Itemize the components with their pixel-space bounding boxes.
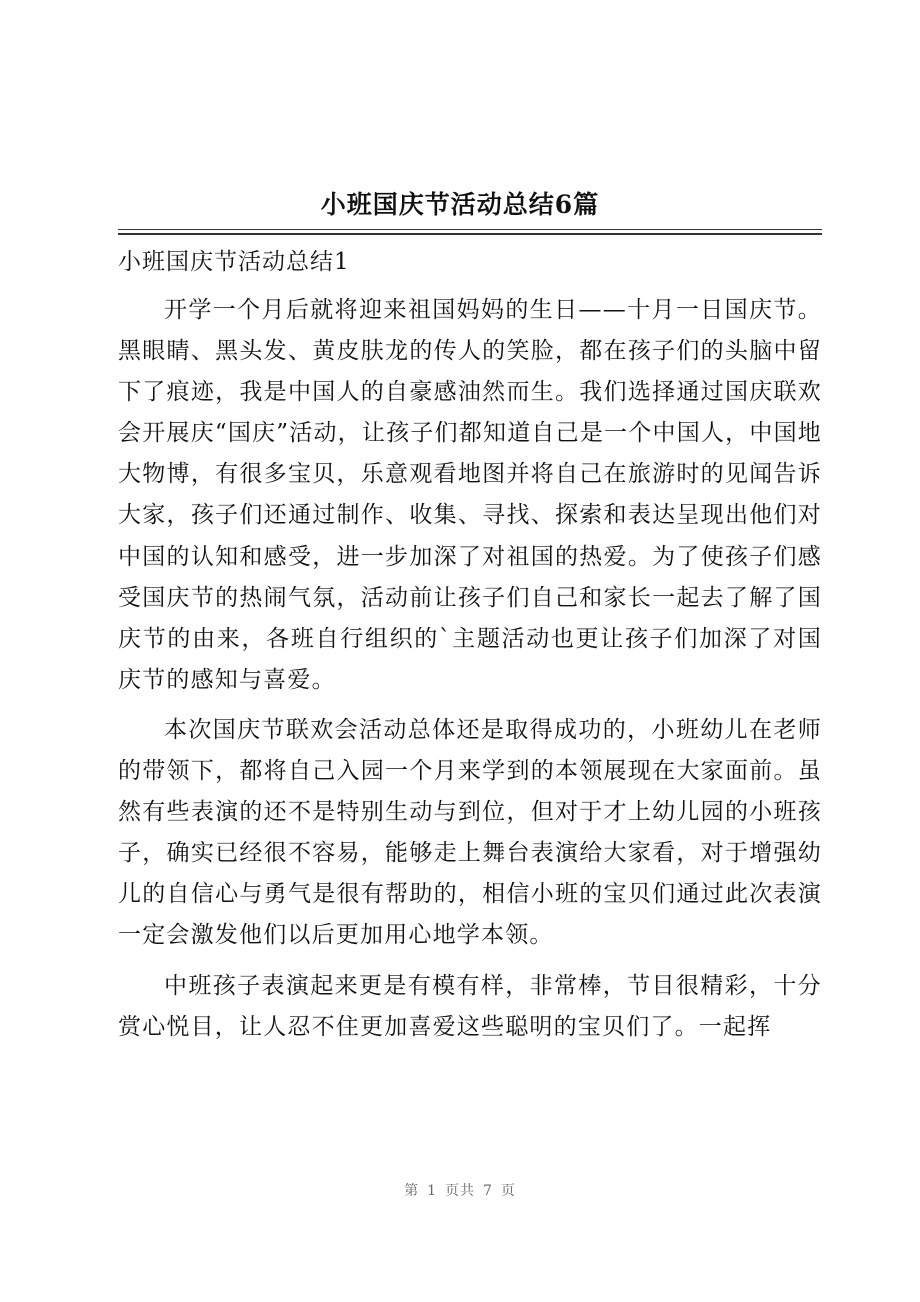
section-title: 小班国庆节活动总结1 [118, 249, 350, 275]
footer-suffix: 页 [500, 1183, 516, 1199]
footer-prefix: 第 [404, 1183, 420, 1199]
paragraph-1: 开学一个月后就将迎来祖国妈妈的生日——十月一日国庆节。黑眼睛、黑头发、黄皮肤龙的传人的笑脸，都在孩子们的头脑中留下了痕迹，我是中国人的自豪感油然而生。我们选择通过国庆联欢会开展庆“国庆”活动，让孩子们都知道自己是一个中国人，中国地大物博，有很多宝贝，乐意观看地图并将自己在旅游时的见闻告诉大家，孩子们还通过制作、收集、寻找、探索和表达呈现出他们对中国的认知和感受，进一步加深了对祖国的热爱。为了使孩子们感受国庆节的热闹气氛，活动前让孩子们自己和家长一起去了解了国庆节的由来，各班自行组织的`主题活动也更让孩子们加深了对国庆节的感知与喜爱。 [118, 297, 822, 693]
footer-middle: 页共 [445, 1183, 475, 1199]
body-text [118, 290, 822, 1057]
paragraph-2: 本次国庆节联欢会活动总体还是取得成功的，小班幼儿在老师的带领下，都将自己入园一个月来学到的本领展现在大家面前。虽然有些表演的还不是特别生动与到位，但对于才上幼儿园的小班孩子，确实已经很不容易，能够走上舞台表演给大家看，对于增强幼儿的自信心与勇气是很有帮助的，相信小班的宝贝们通过此次表演一定会激发他们以后更加用心地学本领。 [118, 716, 822, 949]
title-rule-thin [118, 229, 822, 230]
page-footer [0, 1180, 920, 1200]
document-title: 小班国庆节活动总结6篇 [320, 190, 600, 219]
footer-page-number: 1 [427, 1183, 437, 1199]
title-rule-thick [118, 233, 822, 235]
paragraph-3: 中班孩子表演起来更是有模有样，非常棒，节目很精彩，十分赏心悦目，让人忍不住更加喜爱这些聪明的宝贝们了。一起挥 [118, 972, 822, 1040]
footer-total-pages: 7 [483, 1183, 493, 1199]
